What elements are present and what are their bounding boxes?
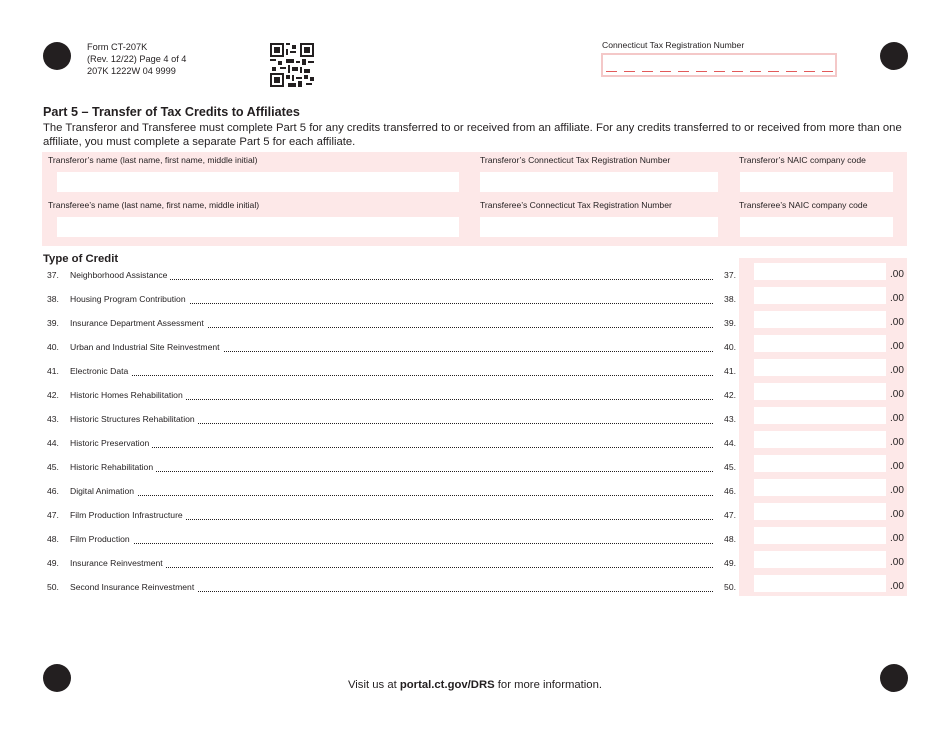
credit-label: Urban and Industrial Site Reinvestment xyxy=(70,342,223,352)
credit-line-number: 50. xyxy=(47,582,59,592)
dot-leader xyxy=(70,375,713,376)
transferee-name-input[interactable] xyxy=(57,217,459,237)
credit-amount-input[interactable] xyxy=(754,263,886,280)
transferor-name-label: Transferor’s name (last name, first name, middle initial) xyxy=(48,155,258,165)
transferor-naic-input[interactable] xyxy=(740,172,893,192)
transferee-naic-label: Transferee’s NAIC company code xyxy=(739,200,868,210)
credit-row xyxy=(43,558,743,572)
credit-row xyxy=(43,414,743,428)
credit-line-number-right: 39. xyxy=(724,318,736,328)
qr-code-icon xyxy=(270,43,314,87)
credit-line-number: 46. xyxy=(47,486,59,496)
cents-suffix: .00 xyxy=(890,341,904,352)
credit-row xyxy=(43,390,743,404)
credit-amount-input[interactable] xyxy=(754,503,886,520)
credit-amount-input[interactable] xyxy=(754,455,886,472)
credit-label: Digital Animation xyxy=(70,486,137,496)
credit-row xyxy=(43,294,743,308)
credit-amount-input[interactable] xyxy=(754,335,886,352)
credit-line-number: 38. xyxy=(47,294,59,304)
type-of-credit-title: Type of Credit xyxy=(43,253,119,265)
footer-suffix: for more information. xyxy=(494,679,603,691)
amount-column xyxy=(739,258,907,596)
credit-line-number: 43. xyxy=(47,414,59,424)
credit-line-number: 42. xyxy=(47,390,59,400)
credit-row xyxy=(43,342,743,356)
credit-row xyxy=(43,366,743,380)
credit-line-number-right: 38. xyxy=(724,294,736,304)
credit-label: Housing Program Contribution xyxy=(70,294,189,304)
dot-leader xyxy=(70,471,713,472)
credit-label: Insurance Reinvestment xyxy=(70,558,166,568)
credit-row xyxy=(43,462,743,476)
credit-amount-input[interactable] xyxy=(754,527,886,544)
cents-suffix: .00 xyxy=(890,437,904,448)
affiliate-info-section xyxy=(42,152,907,246)
cents-suffix: .00 xyxy=(890,293,904,304)
cents-suffix: .00 xyxy=(890,485,904,496)
transferee-reg-label: Transferee’s Connecticut Tax Registration Number xyxy=(480,200,672,210)
registration-mark-top-right xyxy=(880,42,908,70)
credit-line-number-right: 50. xyxy=(724,582,736,592)
cents-suffix: .00 xyxy=(890,557,904,568)
credit-label: Historic Preservation xyxy=(70,438,152,448)
credit-label: Insurance Department Assessment xyxy=(70,318,207,328)
credit-amount-input[interactable] xyxy=(754,311,886,328)
transferor-reg-label: Transferor’s Connecticut Tax Registration Number xyxy=(480,155,671,165)
credit-amount-input[interactable] xyxy=(754,407,886,424)
credit-amount-input[interactable] xyxy=(754,431,886,448)
credit-line-number-right: 41. xyxy=(724,366,736,376)
credit-line-number-right: 43. xyxy=(724,414,736,424)
credit-label: Historic Structures Rehabilitation xyxy=(70,414,198,424)
credit-label: Electronic Data xyxy=(70,366,131,376)
credit-amount-input[interactable] xyxy=(754,287,886,304)
dot-leader xyxy=(70,447,713,448)
credit-line-number: 44. xyxy=(47,438,59,448)
credit-line-number: 37. xyxy=(47,270,59,280)
form-header-info xyxy=(87,41,186,77)
transferee-reg-input[interactable] xyxy=(480,217,718,237)
credit-row xyxy=(43,534,743,548)
credit-label: Historic Homes Rehabilitation xyxy=(70,390,186,400)
cents-suffix: .00 xyxy=(890,533,904,544)
ct-registration-number-input[interactable] xyxy=(601,53,837,77)
cents-suffix: .00 xyxy=(890,509,904,520)
form-revision-page: (Rev. 12/22) Page 4 of 4 xyxy=(87,54,187,64)
credit-amount-input[interactable] xyxy=(754,479,886,496)
credit-amount-input[interactable] xyxy=(754,575,886,592)
registration-mark-top-left xyxy=(43,42,71,70)
credit-line-number: 45. xyxy=(47,462,59,472)
credit-line-number-right: 49. xyxy=(724,558,736,568)
ct-registration-number-label: Connecticut Tax Registration Number xyxy=(602,40,745,50)
credit-amount-input[interactable] xyxy=(754,551,886,568)
credit-line-number-right: 46. xyxy=(724,486,736,496)
cents-suffix: .00 xyxy=(890,317,904,328)
credit-line-number-right: 37. xyxy=(724,270,736,280)
credit-row xyxy=(43,486,743,500)
transferor-naic-label: Transferor’s NAIC company code xyxy=(739,155,866,165)
dot-leader xyxy=(70,495,713,496)
footer-note xyxy=(0,679,950,691)
dot-leader xyxy=(70,543,713,544)
transferor-reg-input[interactable] xyxy=(480,172,718,192)
footer-prefix: Visit us at xyxy=(347,679,400,691)
credit-label: Neighborhood Assistance xyxy=(70,270,170,280)
cents-suffix: .00 xyxy=(890,581,904,592)
cents-suffix: .00 xyxy=(890,365,904,376)
footer-url-link[interactable]: portal.ct.gov/DRS xyxy=(399,679,495,691)
credit-row xyxy=(43,318,743,332)
credit-line-number: 47. xyxy=(47,510,59,520)
credit-line-number-right: 40. xyxy=(724,342,736,352)
credit-row xyxy=(43,438,743,452)
credit-label: Historic Rehabilitation xyxy=(70,462,156,472)
transferee-name-label: Transferee’s name (last name, first name, middle initial) xyxy=(48,200,260,210)
cents-suffix: .00 xyxy=(890,389,904,400)
credit-line-number: 49. xyxy=(47,558,59,568)
part5-title: Part 5 – Transfer of Tax Credits to Affiliates xyxy=(43,105,300,119)
credit-label: Second Insurance Reinvestment xyxy=(70,582,197,592)
credit-row xyxy=(43,270,743,284)
form-code: 207K 1222W 04 9999 xyxy=(87,66,176,76)
cents-suffix: .00 xyxy=(890,269,904,280)
part5-description: The Transferor and Transferee must complete Part 5 for any credits transferred to or received from an affiliate. For any credits transferred to or received from more than one affiliate, you must complete a separate Part 5 for each affiliate. xyxy=(43,122,902,148)
credit-label: Film Production Infrastructure xyxy=(70,510,186,520)
credit-line-number: 39. xyxy=(47,318,59,328)
cents-suffix: .00 xyxy=(890,413,904,424)
credit-line-number: 40. xyxy=(47,342,59,352)
credit-line-number-right: 44. xyxy=(724,438,736,448)
form-id: Form CT-207K xyxy=(87,42,148,52)
transferee-naic-input[interactable] xyxy=(740,217,893,237)
credit-line-number-right: 48. xyxy=(724,534,736,544)
credit-label: Film Production xyxy=(70,534,133,544)
credit-amount-input[interactable] xyxy=(754,383,886,400)
credit-amount-input[interactable] xyxy=(754,359,886,376)
credit-line-number: 48. xyxy=(47,534,59,544)
dot-leader xyxy=(70,567,713,568)
credit-line-number: 41. xyxy=(47,366,59,376)
credit-row xyxy=(43,510,743,524)
credit-line-number-right: 45. xyxy=(724,462,736,472)
transferor-name-input[interactable] xyxy=(57,172,459,192)
credit-row xyxy=(43,582,743,596)
credit-line-number-right: 42. xyxy=(724,390,736,400)
cents-suffix: .00 xyxy=(890,461,904,472)
credit-line-number-right: 47. xyxy=(724,510,736,520)
